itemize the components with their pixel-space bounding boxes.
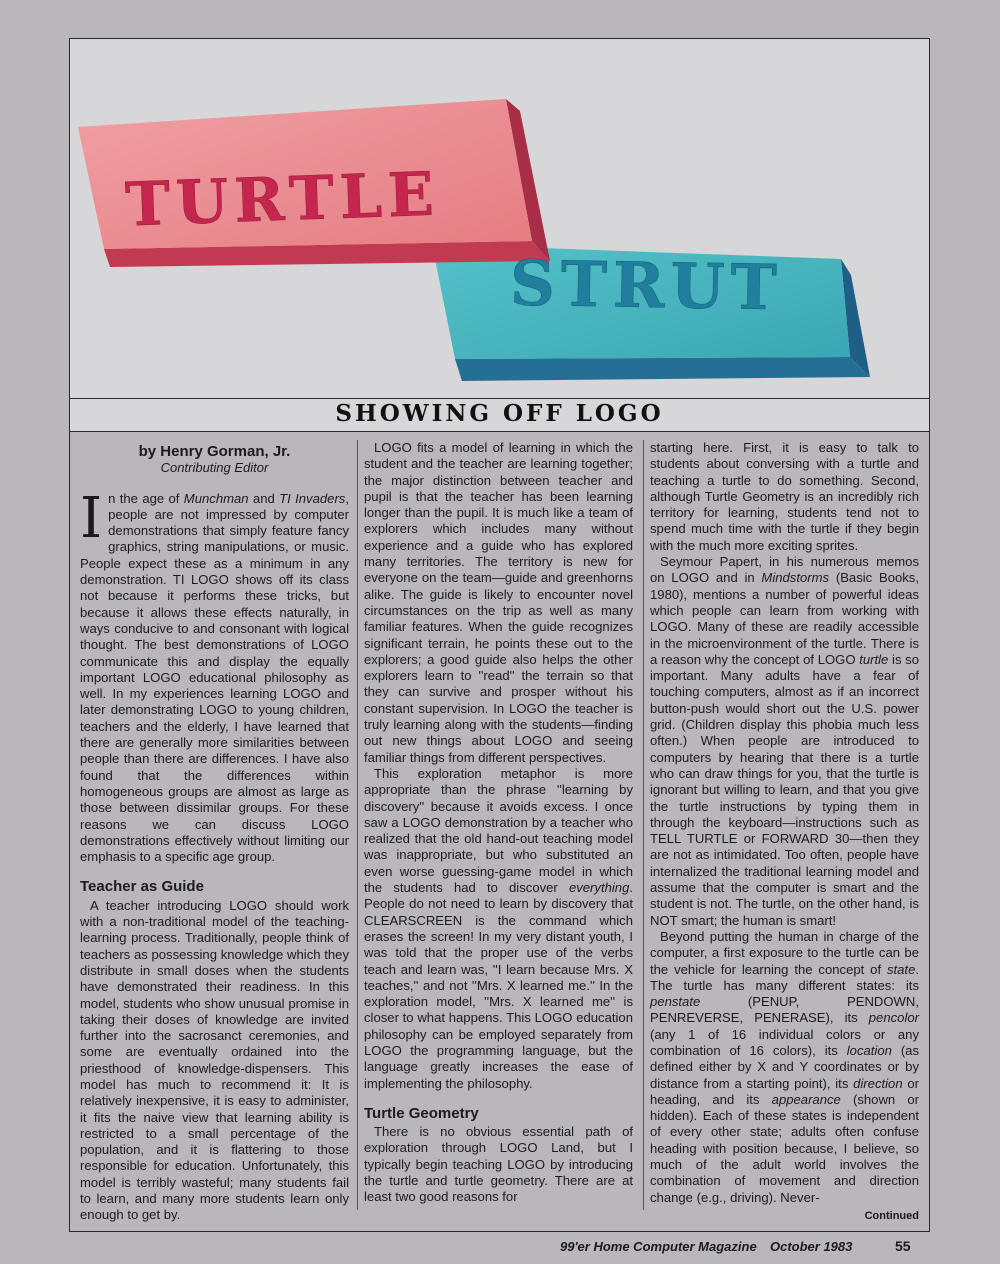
title-banner [70,39,929,409]
paragraph: LOGO fits a model of learning in which the student and the teacher are learning together; the major distinction between teacher and pupil is that the teacher has been learning longer than the pupil. It is much like a team of explorers which includes many without experience and a guide who has explored many territories. The territory is new for everyone on the team—guide and greenhorns alike. The guide is likely to encounter novel circumstances on the trip as well as many familiar features. When the guide recognizes significant terrain, he points these out to the explorers; a good guide also helps the other explorers learn to ''read'' the terrain so that they can survive and prosper without his constant supervision. In LOGO the teacher is truly learning along with the students—finding out new things about LOGO and seeing familiar things from different perspectives. [364,440,633,765]
section-heading-turtle-geometry: Turtle Geometry [364,1104,479,1122]
footer-date: October 1983 [770,1239,853,1254]
column-divider-1 [357,440,358,1210]
subtitle-band [70,398,929,432]
section-heading-teacher: Teacher as Guide [80,878,204,896]
intro-paragraph: In the age of Munchman and TI Invaders, people are not impressed by computer demonstrations that simply feature fancy graphics, string manipulations, or music. People expect these as a minimum in any demonstration. TI LOGO shows off its class not because it performs these tricks, but because it allows these effects naturally, in ways conducive to and consonant with logical thought. The best demonstrations of LOGO communicate this and display the equally important LOGO educational philosophy as well. In my experiences learning LOGO and later demonstrating LOGO to young children, teachers and the elderly, I have learned that there are generally more similarities between people than there are differences. I have also found that the differences within homogeneous groups are almost as large as those between dissimilar groups. For these reasons we can discuss LOGO demonstrations effectively without limiting our emphasis to a specific age group. [80,485,349,865]
drop-cap: I [80,485,103,551]
teal-slab-side [455,357,870,381]
paragraph: Beyond putting the human in charge of the computer, a first exposure to the turtle can be the vehicle for learning the concept of state. The turtle has many different states: its penstate (PENUP, PENDOWN, PENREVERSE, PENERASE), its pencolor (any 1 of 16 individual colors or any combination of 16 colors), its location (as defined either by X and Y coordinates or by distance from a starting point), its direction or heading, and its appearance (shown or hidden). Each of these states is independent of every other state; adults often confuse heading with position because, I believe, so much of the adult world involves the combination of movement and direction change (e.g., driving). Never- [650,928,920,1205]
footer-magazine: 99'er Home Computer Magazine [560,1239,757,1254]
column-1 [80,440,349,1223]
continued-label: Continued [864,1209,919,1222]
title-art [70,39,929,409]
title-word-1: TURTLE [124,159,441,241]
column-3 [650,440,920,1222]
title-word-2: STRUT [509,246,784,325]
paragraph: There is no obvious essential path of exploration through LOGO Land, but I typically begin teaching LOGO by introducing the turtle and turtle geometry. There are at least two good reasons for [364,1124,633,1205]
byline-role: Contributing Editor [160,460,269,476]
subtitle: SHOWING OFF LOGO [335,400,664,427]
column-divider-2 [643,440,644,1210]
paragraph: Seymour Papert, in his numerous memos on LOGO and in Mindstorms (Basic Books, 1980), mentions a number of powerful ideas which people can learn from working with LOGO. Many of these are readily accessible in the microenvironment of the turtle. There is a reason why the concept of LOGO turtle is so important. Many adults have a fear of touching computers, almost as if an incorrect button-push would short out the U.S. power grid. (Children display this phobia much less often.) When people are introduced to computers by hearing that there is a turtle who can draw things for you, that the turtle is ignorant but willing to learn, and that you give the turtle instructions by typing them in through the keyboard—instructions such as TELL TURTLE or FORWARD 30—then they are not as intimidated. Too often, people have internalized the traditional learning model and assume that the computer is smart and the student is not. The turtle, on the other hand, is NOT smart; the human is smart! [650,554,920,928]
paragraph: starting here. First, it is easy to talk to students about conversing with a turtle and teaching a turtle to do something. Second, although Turtle Geometry is an incredibly rich territory for learning, students tend not to spend much time with the turtle if they begin with the much more exciting sprites. [650,440,919,553]
paragraph: A teacher introducing LOGO should work with a non-traditional model of the teaching-learning process. Traditionally, people think of teachers as possessing knowledge which they distribute in small doses when the students have demonstrated their readiness. In this model, students who show unusual promise in taking their doses of knowledge are invited further into the sacrosanct ceremonies, and some are eventually ordained into the priesthood of knowledge-dispensers. This model has much to recommend it: It is relatively inexpensive, it is easy to administer, it fits the naive view that learning ability is restricted to a small percentage of the population, and it is flattering to those responsible for education. Unfortunately, this model is terribly wasteful; many students fail to learn, and many more students learn only enough to get by. [80,897,349,1223]
column-2 [364,440,633,1205]
byline-author: by Henry Gorman, Jr. [138,443,291,460]
page-number: 55 [895,1238,911,1254]
paragraph: This exploration metaphor is more appropriate than the phrase ''learning by discovery'' because it avoids excess. I once saw a LOGO demonstration by a teacher who realized that the old hand-out teaching model was inappropriate, but who substituted an even worse guessing-game model in which the students had to discover everything. People do not need to learn by discovery that CLEARSCREEN is the command which erases the screen! In my very distant youth, I was told that the proper use of the verbs teach and learn was, ''I learn because Mrs. X teaches,'' and not ''Mrs. X learned me.'' In the exploration model, ''Mrs. X learned me'' is closer to what happens. This LOGO education philosophy can be employed separately from LOGO the programming language, but the language greatly increases the ease of implementing the philosophy. [364,765,633,1091]
